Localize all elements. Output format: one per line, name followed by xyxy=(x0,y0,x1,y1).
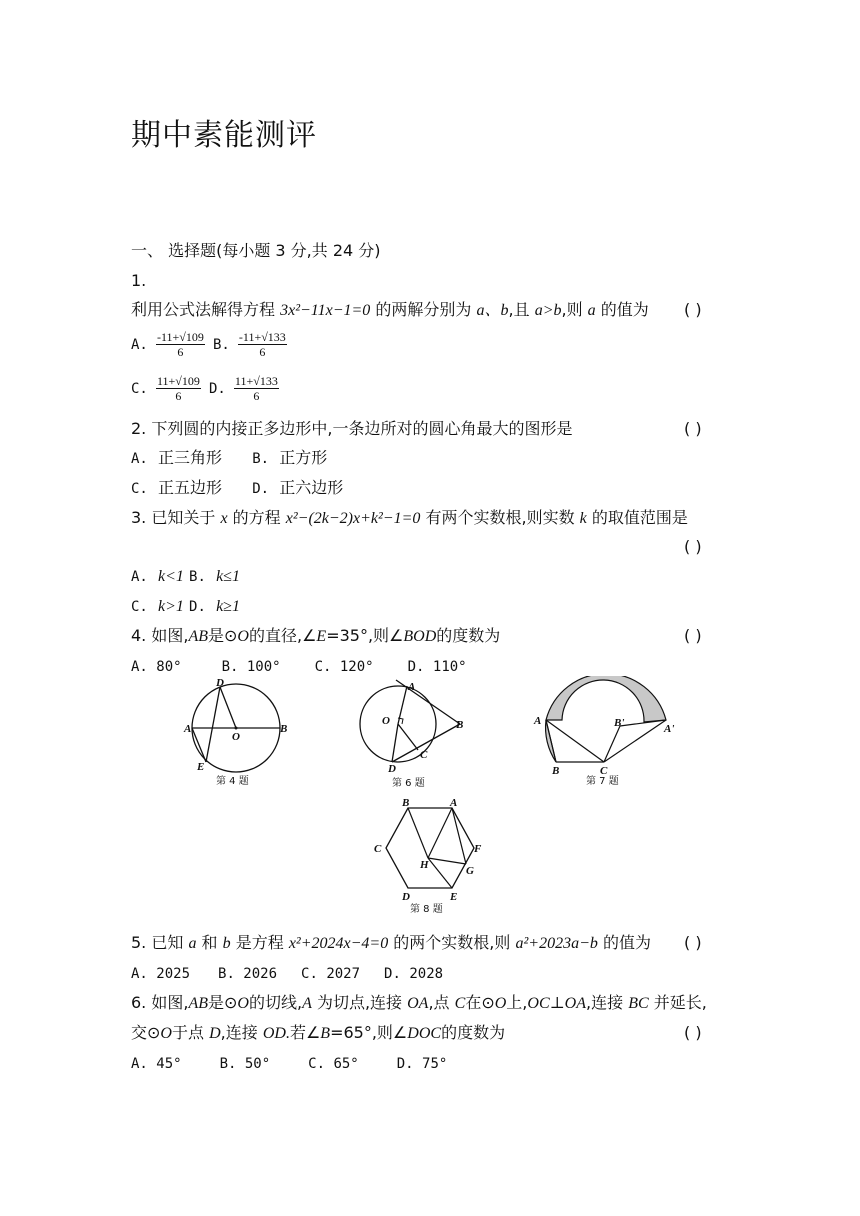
q6-option-a: A. 45° xyxy=(131,1056,182,1072)
fig7-label-a: A xyxy=(534,715,542,727)
q6-answer-bracket: ( ) xyxy=(684,1023,702,1042)
q2-option-a: 正三角形 xyxy=(158,448,223,467)
q6-stem-line1: 6. 如图,AB是⊙O的切线,A 为切点,连接 OA,点 C在⊙O上,OC⊥OA,连接 BC 并延长, xyxy=(131,993,707,1012)
q5-stem: 5. 已知 a 和 b 是方程 x²+2024x−4=0 的两个实数根,则 a²+2023a−b 的值为 xyxy=(131,933,651,952)
fig4-caption: 第 4 题 xyxy=(216,776,249,787)
q3-options-row1: A. k<1 B. k≤1 xyxy=(131,568,240,585)
q5-option-c: C. 2027 xyxy=(301,966,361,982)
fig6-tangent-ab xyxy=(396,680,460,724)
fig7-label-a-prime: A' xyxy=(664,723,675,735)
q6-option-c: C. 65° xyxy=(308,1056,359,1072)
fig6-label-d: D xyxy=(388,763,396,775)
fig6-line-oc xyxy=(398,724,418,750)
q3-option-b: k≤1 xyxy=(216,568,240,585)
q6-option-b: B. 50° xyxy=(219,1056,271,1072)
q2-options-row1: A. 正三角形 B. 正方形 xyxy=(131,448,328,467)
q1-option-c: $\frac{11+√109}{6}$ xyxy=(156,374,200,403)
fig7-shaded-region xyxy=(546,676,666,722)
q5-equation: x²+2024x−4=0 xyxy=(288,935,389,952)
q3-option-c: k>1 xyxy=(158,598,184,615)
fig8-line-he xyxy=(428,858,452,888)
q1-option-a: $\frac{-11+√109}{6}$ xyxy=(156,330,204,359)
q1-option-b: $\frac{-11+√133}{6}$ xyxy=(238,330,286,359)
q6-stem-line2: 交⊙O于点 D,连接 OD.若∠B=65°,则∠DOC的度数为 xyxy=(131,1023,506,1042)
q3-option-a: k<1 xyxy=(158,568,184,585)
q5-expression: a²+2023a−b xyxy=(515,935,598,952)
fig8-label-e: E xyxy=(450,891,458,903)
q6-option-d: D. 75° xyxy=(396,1056,448,1072)
q5-option-d: D. 2028 xyxy=(384,966,444,982)
q1-option-d: $\frac{11+√133}{6}$ xyxy=(234,374,278,403)
fig4-line-od xyxy=(220,687,236,728)
q1-option-c-letter: C. xyxy=(131,381,148,397)
fig6-label-c: C xyxy=(420,749,428,761)
q5-option-b: B. 2026 xyxy=(218,966,278,982)
q5-options xyxy=(131,963,443,982)
fig7-label-b: B xyxy=(552,765,560,777)
figure-6 xyxy=(352,678,476,790)
fig6-label-o: O xyxy=(382,715,390,727)
fig6-label-a: A xyxy=(408,681,416,693)
q2-option-b: 正方形 xyxy=(279,448,328,467)
fig8-caption: 第 8 题 xyxy=(410,904,443,915)
q1-option-a-letter: A. xyxy=(131,337,148,353)
q4-answer-bracket: ( ) xyxy=(684,626,702,645)
q2-option-c: 正五边形 xyxy=(158,478,223,497)
fig4-label-d: D xyxy=(216,677,224,689)
q3-option-d: k≥1 xyxy=(216,598,240,615)
fig4-line-ae xyxy=(192,728,206,762)
q4-option-b: B. 100° xyxy=(221,659,281,675)
q5-option-a: A. 2025 xyxy=(131,966,191,982)
q1-options-row1 xyxy=(131,330,290,359)
fig8-label-d: D xyxy=(402,891,410,903)
fig4-label-a: A xyxy=(184,723,192,735)
fig8-line-bh xyxy=(408,808,428,858)
q1-equation: 3x²−11x−1=0 xyxy=(280,302,371,319)
fig7-caption: 第 7 题 xyxy=(586,776,619,787)
section-heading: 一、 选择题(每小题 3 分,共 24 分) xyxy=(131,241,381,260)
figure-4 xyxy=(180,676,300,790)
fig4-label-o: O xyxy=(232,731,240,743)
fig8-label-f: F xyxy=(474,843,482,855)
q3-equation: x²−(2k−2)x+k²−1=0 xyxy=(285,510,421,527)
fig8-line-ag xyxy=(452,808,466,864)
figure-8 xyxy=(370,796,490,918)
q4-options xyxy=(131,656,467,675)
fig6-caption: 第 6 题 xyxy=(392,778,425,789)
q3-answer-bracket: ( ) xyxy=(684,537,702,556)
fig8-label-h: H xyxy=(420,859,429,871)
fig4-label-e: E xyxy=(197,761,205,773)
q3-options-row2: C. k>1 D. k≥1 xyxy=(131,598,240,615)
q1-options-row2 xyxy=(131,374,282,403)
q4-stem: 4. 如图,AB是⊙O的直径,∠E=35°,则∠BOD的度数为 xyxy=(131,626,501,645)
fig8-line-ha xyxy=(428,808,452,858)
fig6-line-od xyxy=(392,724,398,762)
q5-answer-bracket: ( ) xyxy=(684,933,702,952)
fig8-line-hg xyxy=(428,858,466,864)
q4-option-c: C. 120° xyxy=(314,659,374,675)
q1-option-d-letter: D. xyxy=(208,381,226,397)
q2-options-row2: C. 正五边形 D. 正六边形 xyxy=(131,478,344,497)
fig8-label-b: B xyxy=(402,797,410,809)
q1-stem: 利用公式法解得方程 3x²−11x−1=0 的两解分别为 a、b,且 a>b,则 a 的值为 xyxy=(131,300,649,319)
q1-option-b-letter: B. xyxy=(212,337,230,353)
fig8-label-a: A xyxy=(450,797,458,809)
q4-option-a: A. 80° xyxy=(131,659,182,675)
q2-answer-bracket: ( ) xyxy=(684,419,702,438)
fig8-label-c: C xyxy=(374,843,382,855)
fig6-label-b: B xyxy=(456,719,464,731)
q1-answer-bracket: ( ) xyxy=(684,300,702,319)
page-title: 期中素能测评 xyxy=(131,118,317,153)
fig4-label-b: B xyxy=(280,723,288,735)
q2-option-d: 正六边形 xyxy=(279,478,344,497)
q2-stem: 2. 下列圆的内接正多边形中,一条边所对的圆心角最大的图形是 xyxy=(131,419,573,438)
fig8-label-g: G xyxy=(466,865,474,877)
fig7-label-c: C xyxy=(600,765,608,777)
figure-7 xyxy=(532,676,690,790)
q1-number: 1. xyxy=(131,271,147,290)
q4-option-d: D. 110° xyxy=(407,659,467,675)
fig4-line-de xyxy=(206,687,220,762)
fig8-hexagon xyxy=(386,808,474,888)
q6-options xyxy=(131,1053,447,1072)
q3-stem: 3. 已知关于 x 的方程 x²−(2k−2)x+k²−1=0 有两个实数根,则实数 k 的取值范围是 xyxy=(131,508,688,527)
fig7-label-b-prime: B' xyxy=(614,717,625,729)
